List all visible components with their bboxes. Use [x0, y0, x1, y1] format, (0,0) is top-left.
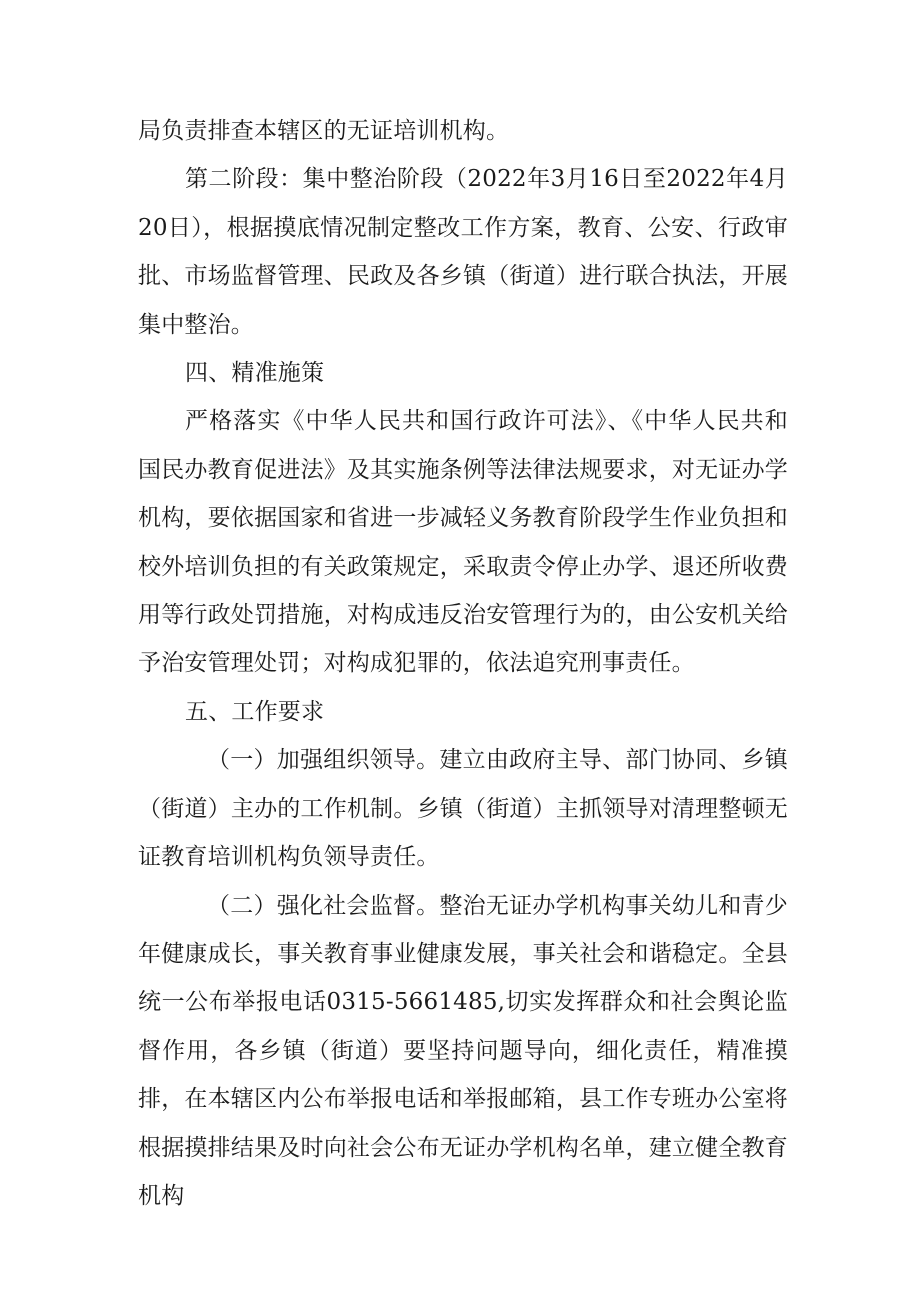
section-heading-precise-measures: 四、精准施策: [185, 360, 325, 387]
document-body: [138, 107, 788, 1220]
paragraph-social-supervision: （二）强化社会监督。整治无证办学机构事关幼儿和青少年健康成长，事关教育事业健康发展，事关社会和谐稳定。全县统一公布举报电话0315-5661485,切实发挥群众和社会舆论监督作用，各乡镇（街道）要坚持问题导向，细化责任，精准摸排，在本辖区内公布举报电话和举报邮箱，县工作专班办公室将根据摸排结果及时向社会公布无证办学机构名单，建立健全教育机构: [138, 892, 788, 1209]
paragraph-legal-requirements: 严格落实《中华人民共和国行政许可法》、《中华人民共和国民办教育促进法》及其实施条例等法律法规要求，对无证办学机构，要依据国家和省进一步减轻义务教育阶段学生作业负担和校外培训负担的有关政策规定，采取责令停止办学、退还所收费用等行政处罚措施，对构成违反治安管理行为的，由公安机关给予治安管理处罚；对构成犯罪的，依法追究刑事责任。: [138, 408, 788, 677]
paragraph-continuation: 局负责排查本辖区的无证培训机构。: [138, 118, 510, 144]
paragraph-organization-leadership: （一）加强组织领导。建立由政府主导、部门协同、乡镇（街道）主办的工作机制。乡镇（街道）主抓领导对清理整顿无证教育培训机构负领导责任。: [138, 747, 788, 871]
paragraph-stage-two: 第二阶段：集中整治阶段（2022年3月16日至2022年4月20日），根据摸底情况制定整改工作方案，教育、公安、行政审批、市场监督管理、民政及各乡镇（街道）进行联合执法，开展集中整治。: [138, 166, 788, 338]
section-heading-work-requirements: 五、工作要求: [185, 698, 325, 725]
